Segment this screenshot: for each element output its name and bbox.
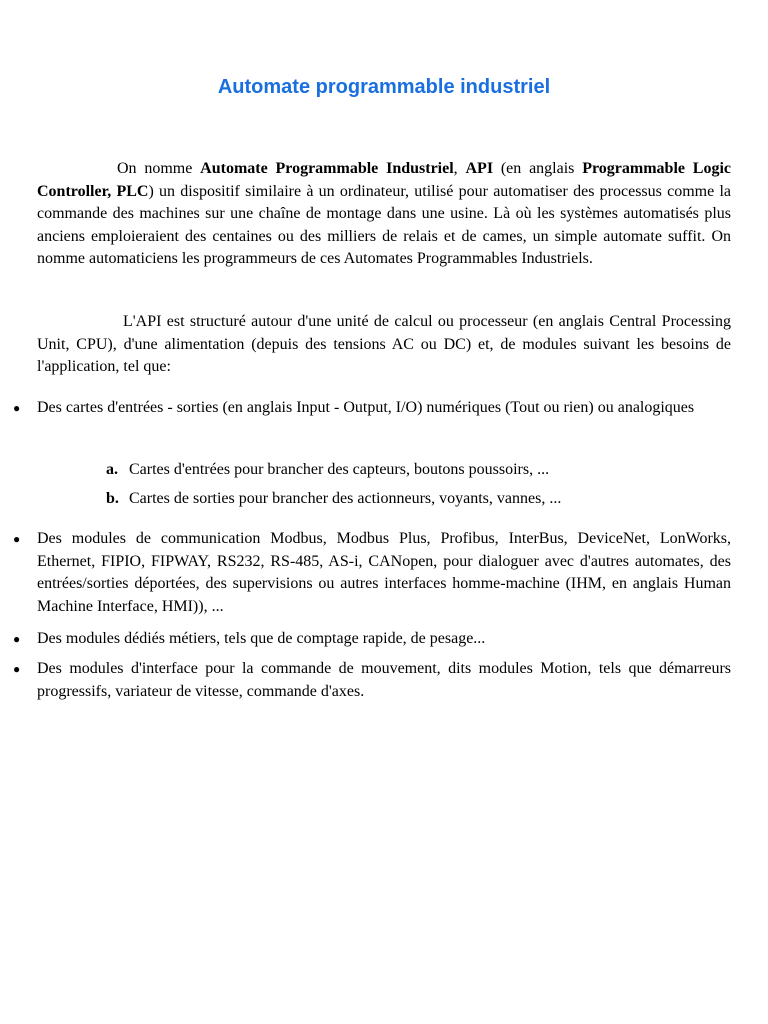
intro-bold-api: API — [465, 160, 494, 177]
list-item-text: Des modules de communication Modbus, Modbus Plus, Profibus, InterBus, DeviceNet, LonWorks, Ethernet, FIPIO, FIPWAY, RS232, RS-485, AS-i, CANopen, pour dialoguer avec d'autres automates, des entrées/sorties déportées, des supervisions ou autres interfaces homme-machine (IHM, en anglais Human Machine Interface, HMI)), ... — [37, 530, 731, 615]
bullet-icon: ● — [13, 401, 21, 415]
structure-paragraph: L'API est structuré autour d'une unité de calcul ou processeur (en anglais Central Processing Unit, CPU), d'une alimentation (depuis des tensions AC ou DC) et, de modules suivant les besoins de l'application, tel que: — [37, 313, 731, 375]
intro-text-3: (en anglais — [493, 160, 583, 177]
intro-paragraph — [37, 158, 731, 271]
intro-bold-plc: Programmable Logic Controller, PLC — [37, 160, 732, 200]
list-item-text: Des modules d'interface pour la commande de mouvement, dits modules Motion, tels que démarreurs progressifs, variateur de vitesse, commande d'axes. — [37, 660, 731, 700]
bullet-icon: ● — [13, 532, 21, 546]
list-item-text: Des modules dédiés métiers, tels que de comptage rapide, de pesage... — [37, 630, 486, 647]
bullet-icon: ● — [13, 662, 21, 676]
intro-text-2: , — [453, 160, 466, 177]
page-title: Automate programmable industriel — [217, 76, 551, 98]
sub-list-text: Cartes d'entrées pour brancher des capteurs, boutons poussoirs, ... — [129, 461, 550, 478]
intro-text-1: On nomme — [117, 160, 201, 177]
sub-list-item — [106, 459, 731, 482]
sub-list-item — [106, 488, 731, 511]
bullet-icon: ● — [13, 632, 21, 646]
intro-text-4: ) un dispositif similaire à un ordinateur, utilisé pour automatiser des processus comme la commande des machines sur une chaîne de montage dans une usine. Là où les systèmes automatisés plus anciens emploieraient des centaines ou des milliers de relais et de cames, un simple automate suffit. On nomme automaticiens les programmeurs de ces Automates Programmables Industriels. — [37, 182, 732, 267]
list-item-text: Des cartes d'entrées - sorties (en anglais Input - Output, I/O) numériques (Tout ou rien) ou analogiques — [37, 399, 695, 416]
sub-list-letter: a. — [106, 461, 118, 478]
sub-list-letter: b. — [106, 490, 119, 507]
sub-list-text: Cartes de sorties pour brancher des actionneurs, voyants, vannes, ... — [129, 490, 562, 507]
intro-bold-api-name: Automate Programmable Industriel — [200, 160, 454, 177]
